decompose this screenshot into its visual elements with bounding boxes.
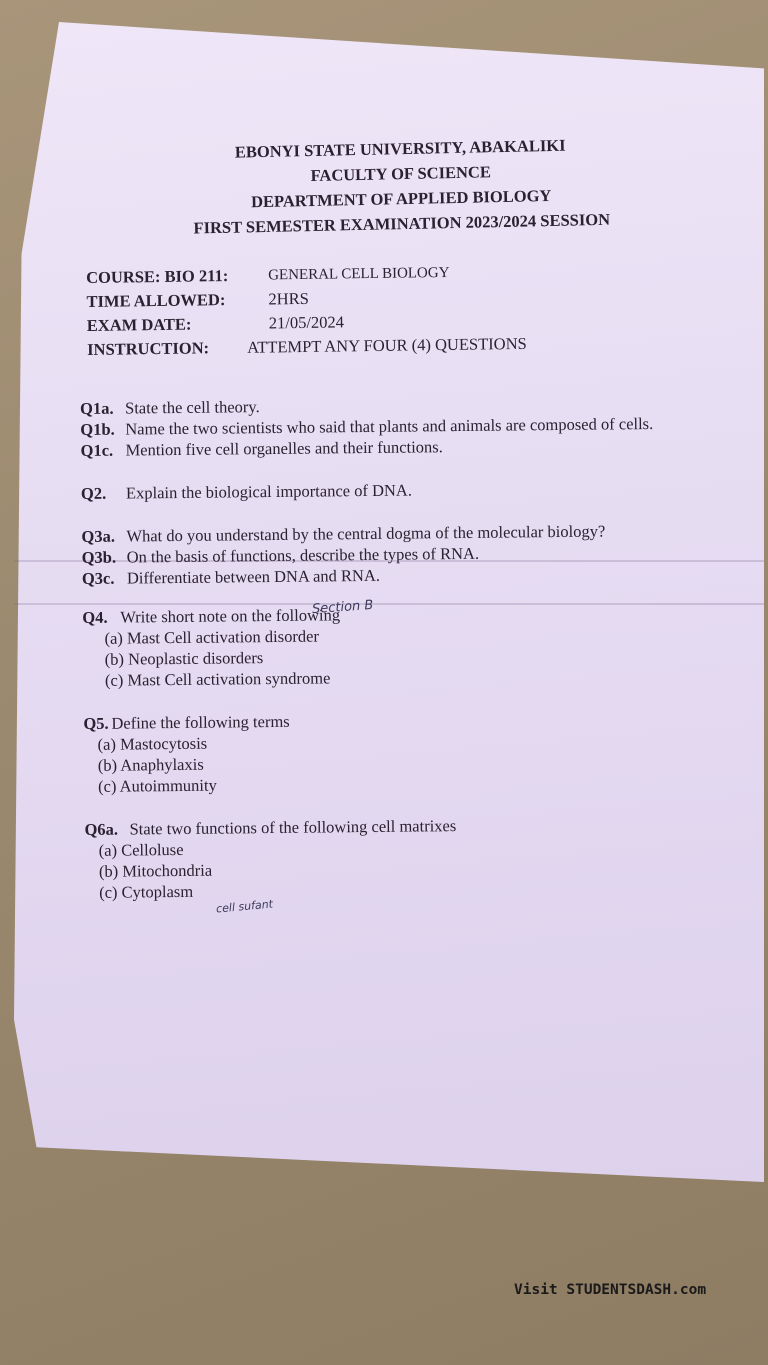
question-text: Write short note on the following [120, 605, 341, 627]
question-4a: (a) Mast Cell activation disorder [104, 626, 320, 648]
question-text: State the cell theory. [125, 397, 260, 418]
question-text: On the basis of functions, describe the types of RNA. [126, 543, 480, 567]
question-number: Q5. [83, 713, 109, 733]
course-value: GENERAL CELL BIOLOGY [268, 264, 450, 284]
course-label: COURSE: BIO 211: [86, 266, 229, 287]
faculty-name: FACULTY OF SCIENCE [310, 162, 492, 186]
exam-session: FIRST SEMESTER EXAMINATION 2023/2024 SESSION [193, 209, 611, 238]
department-name: DEPARTMENT OF APPLIED BIOLOGY [250, 185, 552, 212]
question-number: Q1a. [80, 398, 114, 418]
question-6-item-c: (c) Cytoplasm [99, 881, 194, 902]
date-value: 21/05/2024 [268, 312, 345, 333]
question-number: Q6a. [84, 819, 119, 839]
question-4c: (c) Mast Cell activation syndrome [104, 668, 331, 690]
question-text: What do you understand by the central dogma of the molecular biology? [126, 521, 606, 546]
question-number: Q4. [82, 607, 108, 627]
question-4b: (b) Neoplastic disorders [104, 648, 264, 669]
date-label: EXAM DATE: [86, 314, 192, 335]
question-number: Q3b. [81, 547, 117, 567]
course-info [86, 257, 727, 362]
question-text: Define the following terms [111, 711, 290, 733]
question-text: Mention five cell organelles and their functions. [125, 437, 443, 460]
question-5c: (c) Autoimmunity [97, 775, 217, 796]
exam-header [120, 130, 682, 242]
handwritten-cytoplasm-note: cell sufant [215, 897, 274, 916]
question-6-item-b: (b) Mitochondria [98, 860, 213, 881]
question-5a: (a) Mastocytosis [97, 733, 208, 754]
university-name: EBONYI STATE UNIVERSITY, ABAKALIKI [234, 135, 566, 162]
question-5b: (b) Anaphylaxis [97, 754, 204, 775]
time-value: 2HRS [268, 288, 309, 309]
site-watermark: Visit STUDENTSDASH.com [514, 1282, 707, 1298]
instruction-label: INSTRUCTION: [87, 338, 210, 359]
question-number: Q3a. [81, 526, 116, 546]
handwritten-section-note: Section B [311, 597, 374, 618]
question-text: Differentiate between DNA and RNA. [126, 565, 381, 588]
question-number: Q2. [80, 483, 107, 503]
question-text: State two functions of the following cell matrixes [129, 816, 457, 839]
question-number: Q1b. [80, 419, 115, 439]
question-list [80, 391, 735, 903]
question-text: Explain the biological importance of DNA. [125, 480, 413, 503]
question-number: Q3c. [81, 568, 115, 588]
time-label: TIME ALLOWED: [86, 290, 226, 311]
instruction-value: ATTEMPT ANY FOUR (4) QUESTIONS [247, 333, 527, 357]
question-text: Name the two scientists who said that plants and animals are composed of cells. [125, 413, 654, 439]
question-6-item-a: (a) Celloluse [98, 839, 184, 860]
question-number: Q1c. [80, 440, 114, 460]
